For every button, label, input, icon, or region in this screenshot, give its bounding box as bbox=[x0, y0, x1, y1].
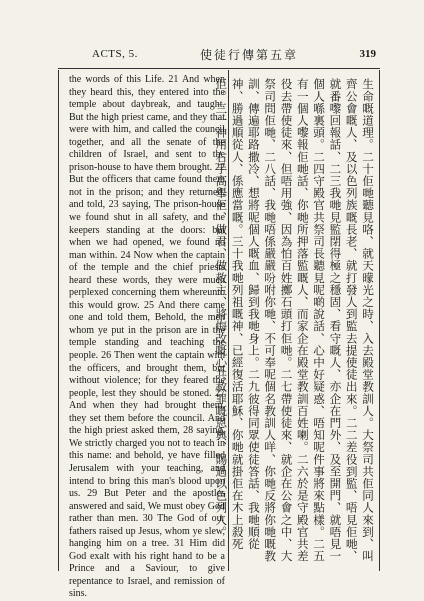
chinese-text-column bbox=[214, 78, 376, 566]
header-rule bbox=[58, 68, 380, 69]
page-header bbox=[58, 46, 376, 64]
page-number: 319 bbox=[359, 48, 376, 60]
left-border bbox=[58, 70, 59, 571]
right-border bbox=[379, 70, 380, 571]
english-passage: the words of this Life. 21 And when they heard this, they entered into the temple about daybreak, and taught. But the high priest came, and they that were with him, and called the council together, and all the senate of the children of Israel, and sent to the prison-house to have them brought. 22 But the officers that came found them not in the prison; and they returned, and told, 23 saying, The prison-house we found shut in all safety, and the keepers standing at the doors: but when we had opened, we found no man within. 24 Now when the captain of the temple and the chief priests heard these words, they were much perplexed concerning them whereunto this would grow. 25 And there came one and told them, Behold, the men whom ye put in the prison are in the temple standing and teaching the people. 26 Then went the captain with the officers, and brought them, but without violence; for they feared the people, lest they should be stoned. 27 And when they had brought them, they set them before the council. And the high priest asked them, 28 saying, We strictly charged you not to teach in this name: and behold, ye have filled Jerusalem with your teaching, and intend to bring this man's blood upon us. 29 But Peter and the apostles answered and said, We must obey God rather than men. 30 The God of our fathers raised up Jesus, whom ye slew, hanging him on a tree. 31 Him did God exalt with his right hand to be a Prince and a Saviour, to give repentance to Israel, and remission of sins. bbox=[69, 74, 225, 600]
chinese-passage: 生命嘅道理。二十佢哋聽見咯、就天曚光之時、入去殿堂教訓人。大祭司共佢同人來到、叫齊公會嘅人、及以色列族嘅長老、就打發人到監去提使徒出來。二二差役到監、唔見佢哋、就番嚟回報話、二三我哋見監閉得極之穩固、看守嘅人、亦企在門外、及至開門、就唔見一個人喺裏頭。二四守殿官共祭司長聽見呢啲說話、心中好疑惑、唔知呢件事將來點樣。二五有一個人嚟報佢哋話、你哋所押落監嘅人、而家企在殿堂教訓百姓喇。二六於是守殿官共差役去帶使徒來、但唔用強、因為怕百姓擲石頭打佢哋。二七帶使徒來、就企在公會之中、大祭司問佢哋、二八話、我哋唔係嚴嚴吩咐你哋、不可奉呢個名教訓人咩、你哋反將你哋嘅教訓、傳遍耶路撒冷、想將呢個人嘅血、歸到我哋身上。二九彼得同眾使徒答話、我哋順從神、勝過順從人、係應當嘅。三十我哋列祖嘅神、已經復活耶穌、你哋就掛佢在木上殺死佢。三一神用右手高舉佢、做君、做救主、將悔改嘅心共赦罪嘅恩典、賜過以色列人。 bbox=[214, 78, 375, 562]
chapter-reference: ACTS, 5. bbox=[92, 48, 138, 60]
english-text-column bbox=[69, 74, 225, 601]
chinese-chapter-title: 使徒行傳第五章 bbox=[200, 48, 299, 62]
